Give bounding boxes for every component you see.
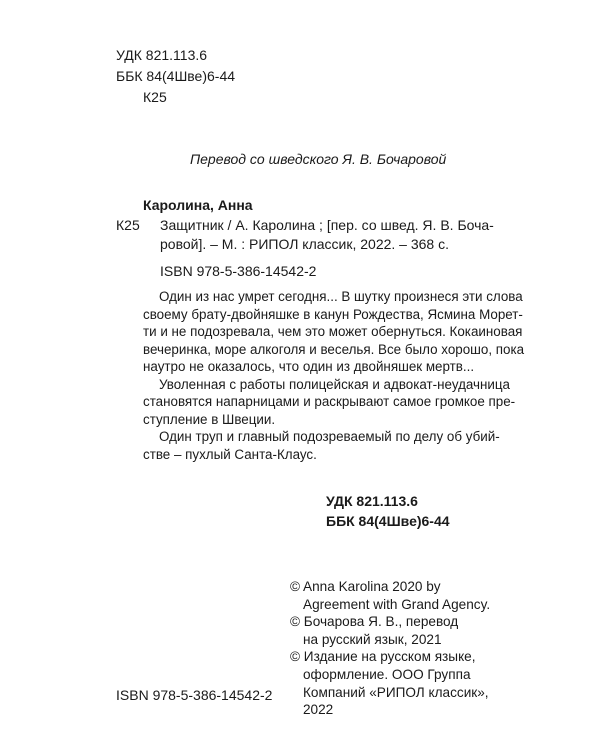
isbn-bibliographic: ISBN 978-5-386-14542-2: [160, 263, 317, 279]
bibliographic-line: ровой]. – М. : РИПОЛ классик, 2022. – 368 с.: [160, 236, 449, 252]
translation-note: Перевод со шведского Я. В. Бочаровой: [190, 151, 447, 167]
annotation-line: Один из нас умрет сегодня... В шутку произнеся эти слова: [159, 289, 523, 304]
annotation-line: Один труп и главный подозреваемый по делу об убий-: [159, 429, 500, 444]
copyright-line: © Anna Karolina 2020 by: [290, 579, 441, 594]
copyright-line: © Бочарова Я. В., перевод: [290, 614, 459, 630]
bbk-code: ББК 84(4Шве)6-44: [116, 68, 236, 84]
author-mark: К25: [143, 89, 167, 105]
copyright-block: [290, 578, 510, 719]
annotation-paragraph-1: [143, 288, 525, 376]
annotation-line: наутро не оказалось, что один из двойняшек мертв...: [143, 359, 475, 374]
isbn-footer: ISBN 978-5-386-14542-2: [116, 687, 273, 703]
bibliographic-line: Защитник / А. Каролина ; [пер. со швед. Я. В. Боча-: [160, 217, 494, 233]
bibliographic-description: [160, 216, 494, 254]
annotation-line: Уволенная с работы полицейская и адвокат-неудачница: [159, 376, 511, 392]
annotation-paragraph-2: [143, 376, 516, 429]
copyright-line: Компаний «РИПОЛ классик»,: [303, 684, 489, 700]
annotation-paragraph-3: [143, 428, 500, 463]
copyright-line: оформление. ООО Группа: [303, 666, 471, 682]
annotation-line: стве – пухлый Санта-Клаус.: [143, 446, 317, 462]
udk-code-bold: УДК 821.113.6: [326, 493, 418, 509]
udk-code: УДК 821.113.6: [116, 47, 208, 63]
annotation-line: ступление в Швеции.: [143, 411, 276, 427]
annotation-line: ти и не подозревала, чем это может обернуться. Кокаиновая: [143, 324, 523, 339]
bbk-code-bold: ББК 84(4Шве)6-44: [326, 513, 450, 529]
copyright-line: Agreement with Grand Agency.: [303, 596, 491, 612]
bibliographic-author-mark: К25: [116, 217, 140, 233]
annotation-line: становятся напарницами и раскрывают самое громкое пре-: [143, 394, 516, 409]
annotation-line: своему брату-двойняшке в канун Рождества, Ясмина Морет-: [143, 306, 523, 322]
copyright-line: на русский язык, 2021: [303, 631, 442, 647]
annotation-line: вечеринка, море алкоголя и веселья. Все было хорошо, пока: [143, 341, 525, 357]
copyright-line: © Издание на русском языке,: [290, 649, 476, 665]
author-heading: Каролина, Анна: [143, 197, 253, 213]
copyright-line: 2022: [303, 702, 334, 718]
